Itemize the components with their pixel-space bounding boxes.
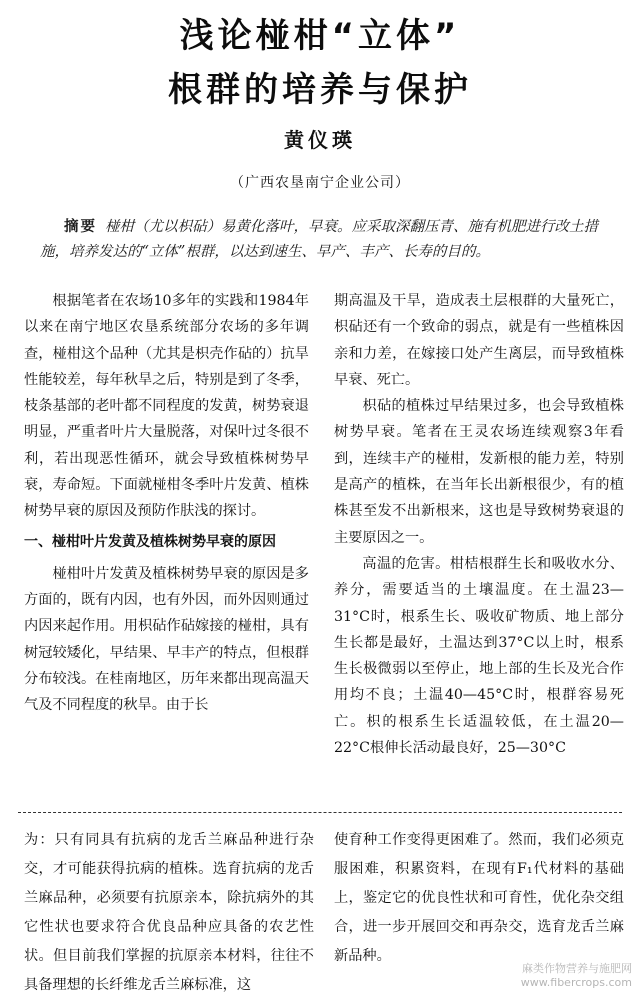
abstract-label: 摘要 [64,219,97,235]
left-column-bottom [24,826,314,1000]
site-watermark [521,962,632,990]
paragraph: 期高温及干旱，造成表土层根群的大量死亡，枳砧还有一个致命的弱点，就是有一些植株因亲和力差，在嫁接口处产生离层，而导致植株早衰、死亡。 [334,293,624,388]
paragraph: 椪柑叶片发黄及植株树势早衰的原因是多方面的，既有内因，也有外因，而外因则通过内因来起作用。用枳砧作砧嫁接的椪柑，具有树冠较矮化，早结果、早丰产的特点，但根群分布较浅。在桂南地区，历年来都出现高温天气及不同程度的秋旱。由于长 [24,565,309,714]
paragraph: 根据笔者在农场10多年的实践和1984年以来在南宁地区农垦系统部分农场的多年调查，椪柑这个品种（尤其是枳壳作砧的）抗旱性能较差，每年秋旱之后，特别是到了冬季，枝条基部的老叶都不同程度的发黄，树势衰退明显，严重者叶片大量脱落，对保叶过冬很不利，若出现恶性循环，就会导致植株树势早衰，寿命短。下面就椪柑冬季叶片发黄、植株树势早衰的原因及预防作肤浅的探讨。 [24,293,309,520]
paragraph: 枳砧的植株过早结果过多，也会导致植株树势早衰。笔者在王灵农场连续观察3年看到，连续丰产的椪柑，发新根的能力差，特别是高产的植株，在当年长出新根很少，有的植株甚至发不出新根来，这也是导致树势衰退的主要原因之一。 [334,398,624,546]
abstract-text: 椪柑（尤以枳砧）易黄化落叶，早衰。应采取深翻压青、施有机肥进行改土措施，培养发达的“立体”根群，以达到速生、早产、丰产、长寿的目的。 [40,219,598,260]
watermark-line-2: www.fibercrops.com [520,976,632,989]
title-line-1: 浅论椪柑“立体” [179,16,461,56]
author-affiliation: （广西农垦南宁企业公司） [230,175,410,191]
abstract [40,215,618,265]
right-column-top [334,288,624,761]
paragraph: 使育种工作变得更困难了。然而，我们必须克服困难，积累资料，在现有F₁代材料的基础上，鉴定它的优良性状和可育性，优化杂交组合，进一步开展回交和再杂交，选育龙舌兰麻新品种。 [334,832,624,964]
section-heading: 一、椪柑叶片发黄及植株树势早衰的原因 [24,533,276,550]
watermark-line-1: 麻类作物营养与施肥网 [522,962,632,975]
paragraph: 高温的危害。柑桔根群生长和吸收水分、养分，需要适当的土壤温度。在土温23—31°C时，根系生长、吸收矿物质、地上部分生长都是最好，土温达到37°C以上时，根系生长极微弱以至停止，地上部的生长及光合作用均不良；土温40—45°C时，根群容易死亡。枳的根系生长适温较低，在土温20—22°C根伸长活动最良好，25—30°C [334,555,624,757]
section-divider [18,812,622,813]
title-line-2: 根群的培养与保护 [168,70,472,110]
left-column-top [24,288,309,718]
author-name: 黄仪瑛 [284,128,356,152]
paragraph: 为：只有同具有抗病的龙舌兰麻品种进行杂交，才可能获得抗病的植株。选育抗病的龙舌兰麻品种，必须要有抗原亲本，除抗病外的其它性状也要求符合优良品种应具备的农艺性状。但目前我们掌握的抗原亲本材料，往往不具备理想的长纤维龙舌兰麻标准，这 [24,832,314,993]
right-column-bottom [334,826,624,971]
